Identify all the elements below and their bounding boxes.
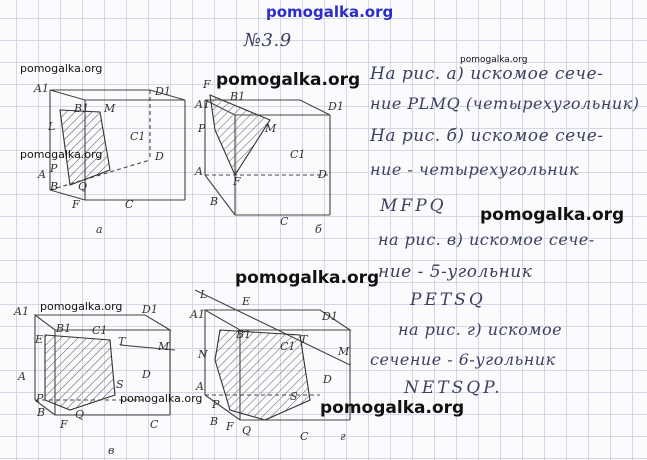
answer-line: на рис. в) искомое сече- [378,230,595,249]
vertex-label: M [104,102,116,115]
watermark: pomogalka.org [480,205,625,225]
answer-line: ние PLMQ (четырехугольник) [370,94,640,113]
vertex-label: E [242,295,251,308]
vertex-label: B [210,415,219,428]
vertex-label: D [155,150,164,163]
vertex-label: Q [242,424,252,437]
answer-line: ние - 5-угольник [378,262,533,282]
vertex-label: C [150,418,159,431]
watermark: pomogalka.org [20,62,103,75]
answer-line: сечение - 6-угольник [370,350,556,369]
vertex-label: D1 [155,85,171,98]
vertex-label: A1 [190,308,205,321]
answer-line: NETSQP. [404,378,503,398]
vertex-label: B [210,195,219,208]
vertex-label: C [300,430,309,443]
figure-d-caption: г [340,430,346,443]
vertex-label: A1 [14,305,29,318]
vertex-label: M [158,340,170,353]
vertex-label: C1 [290,148,306,161]
vertex-label: T [300,333,308,346]
watermark-header-link[interactable]: pomogalka.org [266,3,394,21]
vertex-label: M [338,345,350,358]
problem-number: №3.9 [244,30,292,51]
vertex-label: A [195,165,203,178]
figure-b-caption: б [315,223,322,236]
vertex-label: S [290,390,298,403]
vertex-label: F [60,418,68,431]
vertex-label: B1 [74,102,90,115]
figure-c-caption: в [108,444,115,457]
figure-a [50,90,185,200]
watermark: pomogalka.org [120,392,203,405]
vertex-label: P [36,392,44,405]
vertex-label: M [265,122,277,135]
vertex-label: C1 [92,324,108,337]
vertex-label: C [280,215,289,228]
vertex-label: D1 [328,100,344,113]
watermark: pomogalka.org [216,70,361,90]
vertex-label: D1 [322,310,338,323]
vertex-label: P [198,122,206,135]
vertex-label: A [18,370,26,383]
vertex-label: B1 [56,322,72,335]
answer-line: MFPQ [380,196,447,216]
vertex-label: N [198,348,208,361]
vertex-label: D [323,373,332,386]
vertex-label: A [38,168,46,181]
watermark: pomogalka.org [40,300,123,313]
vertex-label: F [226,420,234,433]
vertex-label: L [200,288,208,301]
vertex-label: F [233,175,241,188]
watermark: pomogalka.org [320,398,465,418]
vertex-label: C1 [280,340,296,353]
vertex-label: F [72,198,80,211]
vertex-label: P [212,398,220,411]
vertex-label: Q [78,180,88,193]
vertex-label: A1 [34,82,49,95]
answer-line: На рис. а) искомое сече- [370,64,604,84]
vertex-label: A [196,380,204,393]
answer-line: ние - четырехугольник [370,160,580,179]
watermark: pomogalka.org [20,148,103,161]
vertex-label: T [118,335,126,348]
figure-a-caption: а [96,223,103,236]
vertex-label: A1 [195,98,210,111]
vertex-label: B [37,406,46,419]
vertex-label: C1 [130,130,146,143]
watermark: pomogalka.org [460,55,528,65]
vertex-label: L [48,120,56,133]
vertex-label: D [142,368,151,381]
watermark: pomogalka.org [235,268,380,288]
answer-line: На рис. б) искомое сече- [370,126,604,146]
vertex-label: S [116,378,124,391]
vertex-label: P [50,162,58,175]
vertex-label: D [318,168,327,181]
vertex-label: F [203,78,211,91]
vertex-label: E [35,333,44,346]
vertex-label: Q [75,408,85,421]
vertex-label: B1 [230,90,246,103]
vertex-label: C [125,198,134,211]
figure-b [205,95,330,215]
vertex-label: B1 [236,328,252,341]
vertex-label: B [50,180,59,193]
answer-line: на рис. г) искомое [398,320,563,339]
answer-line: PETSQ [410,290,486,310]
vertex-label: D1 [142,303,158,316]
